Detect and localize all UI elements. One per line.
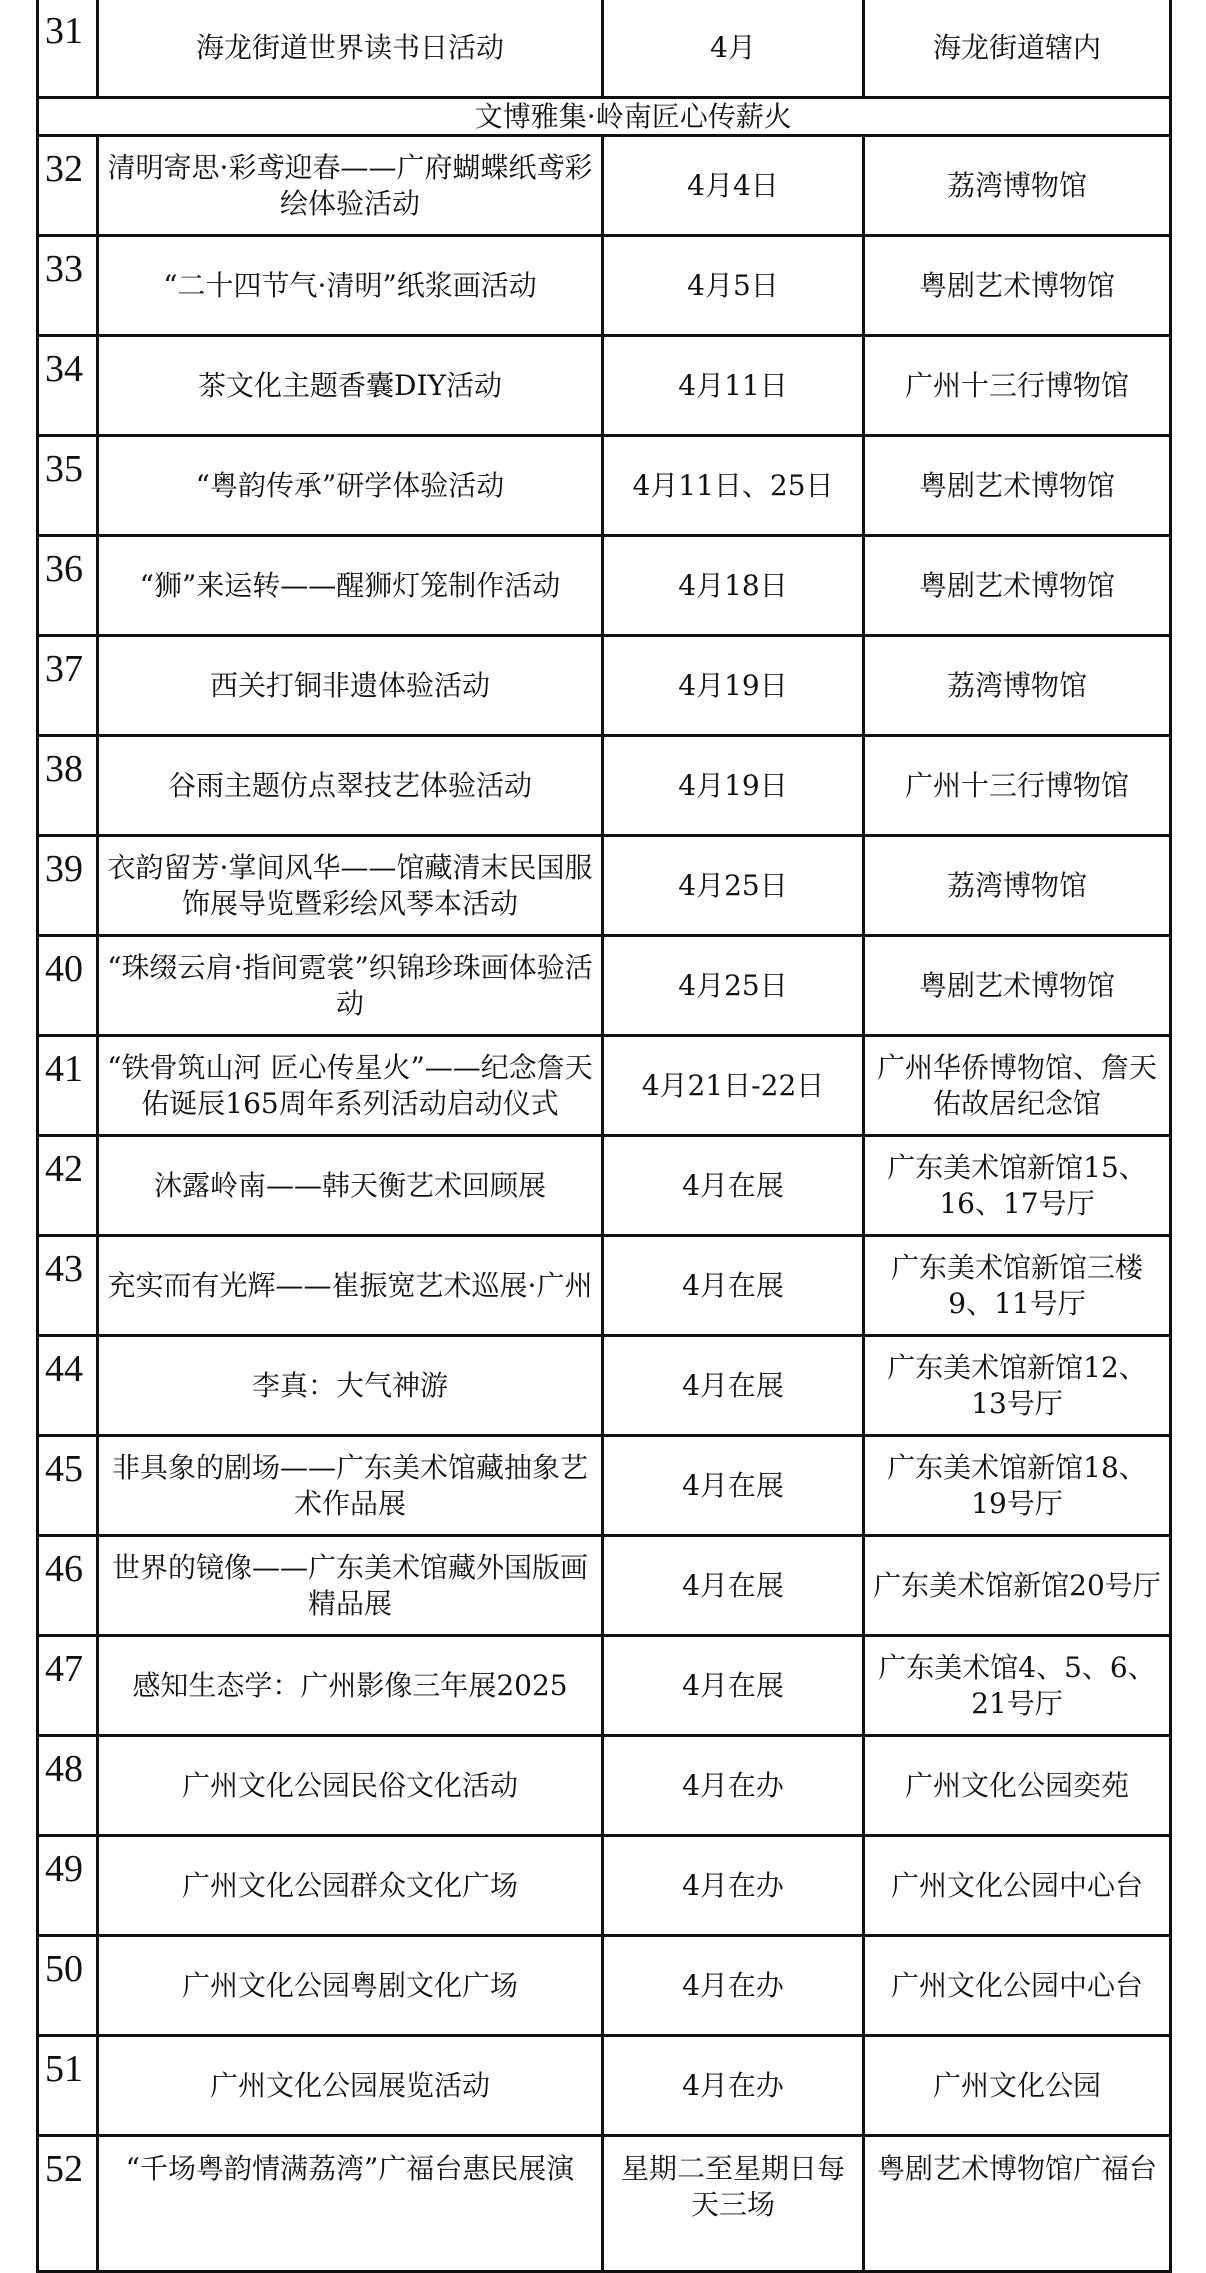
table-row — [38, 436, 1171, 536]
row-number: 52 — [38, 2136, 98, 2272]
activity-place: 广州文化公园 — [864, 2036, 1171, 2136]
section-title: 文博雅集·岭南匠心传薪火 — [98, 98, 1171, 136]
row-number: 50 — [38, 1936, 98, 2036]
activity-place: 广东美术馆4、5、6、21号厅 — [864, 1636, 1171, 1736]
activity-name: “二十四节气·清明”纸浆画活动 — [98, 236, 603, 336]
activity-name: “铁骨筑山河 匠心传星火”——纪念詹天佑诞辰165周年系列活动启动仪式 — [98, 1036, 603, 1136]
activity-place: 广东美术馆新馆12、13号厅 — [864, 1336, 1171, 1436]
activity-date: 4月11日、25日 — [603, 436, 864, 536]
activity-date: 4月19日 — [603, 636, 864, 736]
activity-place: 粤剧艺术博物馆 — [864, 536, 1171, 636]
activity-place: 粤剧艺术博物馆广福台 — [864, 2136, 1171, 2272]
table-row — [38, 1236, 1171, 1336]
table-row — [38, 1936, 1171, 2036]
table-row — [38, 2136, 1171, 2272]
activity-place: 广州文化公园中心台 — [864, 1836, 1171, 1936]
activity-date: 4月 — [603, 0, 864, 98]
row-number: 43 — [38, 1236, 98, 1336]
row-number: 42 — [38, 1136, 98, 1236]
table-row — [38, 336, 1171, 436]
activity-name: 沐露岭南——韩天衡艺术回顾展 — [98, 1136, 603, 1236]
table-row — [38, 2036, 1171, 2136]
activity-date: 4月在展 — [603, 1136, 864, 1236]
row-number: 51 — [38, 2036, 98, 2136]
activity-date: 4月11日 — [603, 336, 864, 436]
activity-date: 4月在办 — [603, 1836, 864, 1936]
activity-date: 4月在展 — [603, 1336, 864, 1436]
section-blank-cell — [38, 98, 98, 136]
row-number: 31 — [38, 0, 98, 98]
activity-name: 广州文化公园展览活动 — [98, 2036, 603, 2136]
activity-date: 4月在办 — [603, 1936, 864, 2036]
activity-name: 非具象的剧场——广东美术馆藏抽象艺术作品展 — [98, 1436, 603, 1536]
activity-name: “千场粤韵情满荔湾”广福台惠民展演 — [98, 2136, 603, 2272]
row-number: 35 — [38, 436, 98, 536]
table-row — [38, 736, 1171, 836]
activity-date: 4月在展 — [603, 1236, 864, 1336]
activity-date: 4月4日 — [603, 136, 864, 236]
row-number: 40 — [38, 936, 98, 1036]
table-row — [38, 1036, 1171, 1136]
activity-place: 荔湾博物馆 — [864, 636, 1171, 736]
activity-name: 世界的镜像——广东美术馆藏外国版画精品展 — [98, 1536, 603, 1636]
activity-place: 粤剧艺术博物馆 — [864, 236, 1171, 336]
activity-place: 广州十三行博物馆 — [864, 336, 1171, 436]
row-number: 37 — [38, 636, 98, 736]
row-number: 38 — [38, 736, 98, 836]
activity-place: 广东美术馆新馆15、16、17号厅 — [864, 1136, 1171, 1236]
table-row — [38, 1536, 1171, 1636]
table-row — [38, 1436, 1171, 1536]
row-number: 34 — [38, 336, 98, 436]
activity-name: 充实而有光辉——崔振宽艺术巡展·广州 — [98, 1236, 603, 1336]
activity-date: 4月在办 — [603, 1736, 864, 1836]
table-row — [38, 1136, 1171, 1236]
row-number: 32 — [38, 136, 98, 236]
table-row — [38, 1736, 1171, 1836]
row-number: 39 — [38, 836, 98, 936]
activity-name: 谷雨主题仿点翠技艺体验活动 — [98, 736, 603, 836]
table-row — [38, 136, 1171, 236]
table-row — [38, 1636, 1171, 1736]
activity-place: 广东美术馆新馆18、19号厅 — [864, 1436, 1171, 1536]
section-header-row — [38, 98, 1171, 136]
activity-name: 感知生态学：广州影像三年展2025 — [98, 1636, 603, 1736]
row-number: 48 — [38, 1736, 98, 1836]
activity-place: 荔湾博物馆 — [864, 136, 1171, 236]
row-number: 41 — [38, 1036, 98, 1136]
row-number: 47 — [38, 1636, 98, 1736]
row-number: 46 — [38, 1536, 98, 1636]
activity-name: “狮”来运转——醒狮灯笼制作活动 — [98, 536, 603, 636]
activity-place: 荔湾博物馆 — [864, 836, 1171, 936]
row-number: 36 — [38, 536, 98, 636]
activity-date: 4月25日 — [603, 836, 864, 936]
activity-place: 广东美术馆新馆20号厅 — [864, 1536, 1171, 1636]
row-number: 45 — [38, 1436, 98, 1536]
activity-name: 茶文化主题香囊DIY活动 — [98, 336, 603, 436]
activity-date: 星期二至星期日每天三场 — [603, 2136, 864, 2272]
activity-name: 广州文化公园粤剧文化广场 — [98, 1936, 603, 2036]
table-row — [38, 1336, 1171, 1436]
activity-name: 广州文化公园群众文化广场 — [98, 1836, 603, 1936]
activity-date: 4月18日 — [603, 536, 864, 636]
activity-place: 粤剧艺术博物馆 — [864, 436, 1171, 536]
activity-date: 4月在办 — [603, 2036, 864, 2136]
activity-date: 4月25日 — [603, 936, 864, 1036]
activity-place: 广州文化公园中心台 — [864, 1936, 1171, 2036]
row-number: 44 — [38, 1336, 98, 1436]
activity-name: 清明寄思·彩鸢迎春——广府蝴蝶纸鸢彩绘体验活动 — [98, 136, 603, 236]
events-table — [36, 0, 1172, 2273]
activity-place: 广州十三行博物馆 — [864, 736, 1171, 836]
row-number: 49 — [38, 1836, 98, 1936]
activity-date: 4月21日-22日 — [603, 1036, 864, 1136]
activity-name: “珠缀云肩·指间霓裳”织锦珍珠画体验活动 — [98, 936, 603, 1036]
table-row — [38, 0, 1171, 98]
table-row — [38, 836, 1171, 936]
row-number: 33 — [38, 236, 98, 336]
activity-name: 西关打铜非遗体验活动 — [98, 636, 603, 736]
activity-date: 4月在展 — [603, 1436, 864, 1536]
activity-name: 海龙街道世界读书日活动 — [98, 0, 603, 98]
activity-place: 粤剧艺术博物馆 — [864, 936, 1171, 1036]
activity-date: 4月在展 — [603, 1536, 864, 1636]
activity-date: 4月在展 — [603, 1636, 864, 1736]
table-row — [38, 1836, 1171, 1936]
activity-name: 李真：大气神游 — [98, 1336, 603, 1436]
activity-place: 海龙街道辖内 — [864, 0, 1171, 98]
activity-place: 广州华侨博物馆、詹天佑故居纪念馆 — [864, 1036, 1171, 1136]
activity-date: 4月19日 — [603, 736, 864, 836]
activity-place: 广东美术馆新馆三楼9、11号厅 — [864, 1236, 1171, 1336]
table-row — [38, 936, 1171, 1036]
table-row — [38, 236, 1171, 336]
activity-date: 4月5日 — [603, 236, 864, 336]
activity-name: 衣韵留芳·掌间风华——馆藏清末民国服饰展导览暨彩绘风琴本活动 — [98, 836, 603, 936]
table-row — [38, 536, 1171, 636]
activity-name: “粤韵传承”研学体验活动 — [98, 436, 603, 536]
activity-place: 广州文化公园奕苑 — [864, 1736, 1171, 1836]
activity-name: 广州文化公园民俗文化活动 — [98, 1736, 603, 1836]
table-row — [38, 636, 1171, 736]
